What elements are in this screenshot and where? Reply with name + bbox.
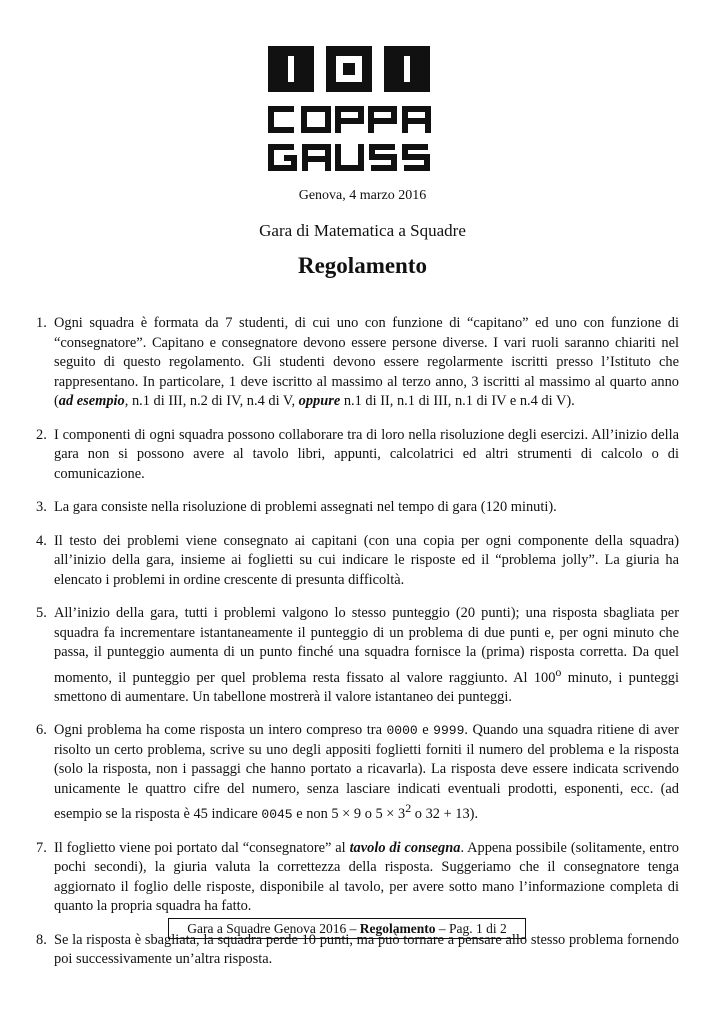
rule-emphasis: tavolo di consegna [349,839,461,856]
rules-list [36,314,679,984]
coppa-gauss-logo [264,40,436,180]
rule-item [36,721,679,824]
rule-text: e [417,722,434,739]
rule-number: 3. [36,499,47,515]
rule-text: o 32 + 13). [411,806,479,823]
rule-text: e non 5 × 9 o 5 × 3 [292,806,406,823]
rule-number: 1. [36,315,47,331]
rule-text: . Appena possibile (solitamente, entro pochi secondi), la giuria valuta la correttezza della risposta. Suggeriamo che il consegnatore tenga aggiornato il foglio delle risposte, disponibile al tavolo, per avere sotto mano l’informazione completa di quanto la propria squadra ha fatto. [54,839,679,915]
rule-emphasis: ad esempio [58,393,125,409]
rule-text: , n.1 di III, n.2 di IV, n.4 di V, [124,393,299,409]
rule-item [36,314,679,412]
rule-item [36,532,679,591]
rule-text: . Quando una squadra ritiene di aver risolto un certo problema, scrive su uno degli appositi foglietti forniti il numero del problema e la risposta (solo la risposta, non i passaggi che hanno portato a ricavarla). La risposta deve essere indicata scrivendo unicamente le quattro cifre del numero, senza lasciare indicati eventuali prodotti, esponenti, ecc. (ad esempio se la risposta è 45 indicare [54,722,679,823]
rule-item [36,604,679,707]
rule-code: 0000 [386,723,418,739]
competition-subtitle: Gara di Matematica a Squadre [259,221,466,240]
rule-number: 2. [36,426,47,443]
rule-text: Se la risposta è sbagliata, la squadra perde 10 punti, ma può tornare a pensare allo stesso problema fornendo poi successivamente un’altra risposta. [54,931,679,968]
rule-number: 6. [36,722,47,739]
rule-emphasis: oppure [298,393,341,409]
page-footer [168,918,526,939]
rule-code: 9999 [433,723,465,739]
rule-item [36,839,679,917]
rule-text: Il foglietto viene poi portato dal “consegnatore” al [54,839,350,856]
rule-text: La gara consiste nella risoluzione di problemi assegnati nel tempo di gara (120 minuti). [54,499,557,515]
rule-text: Il testo dei problemi viene consegnato ai capitani (con una copia per ogni componente della squadra) all’inizio della gara, insieme ai foglietti su cui indicare le risposte ed il “problema jolly”. La giuria ha elencato i problemi in ordine crescente di presunta difficoltà. [54,532,679,588]
footer-left: Gara a Squadre Genova 2016 – [187,921,360,936]
rule-code: 0045 [261,807,293,823]
rule-text: Ogni problema ha come risposta un intero compreso tra [54,722,387,739]
page-title: Regolamento [297,253,428,278]
rule-superscript: o [555,664,562,679]
rule-text: minuto, i punteggi smettono di aumentare. Un tabellone mostrerà il valore istantaneo dei punteggi. [54,669,680,705]
date-line: Genova, 4 marzo 2016 [298,188,427,203]
rule-number: 4. [36,532,47,549]
rule-item [36,498,679,518]
rule-text: I componenti di ogni squadra possono collaborare tra di loro nella risoluzione degli esercizi. All’inizio della gara non si possono avere al tavolo libri, appunti, calcolatrici ed altri strumenti di calcolo o di comunicazione. [54,426,679,482]
rule-number: 5. [36,605,47,621]
rule-number: 8. [36,931,47,948]
rule-item [36,426,679,485]
footer-bold: Regolamento [359,921,436,936]
rule-text: n.1 di II, n.1 di III, n.1 di IV e n.4 di V). [340,393,575,409]
footer-right: – Pag. 1 di 2 [435,921,507,936]
rule-superscript: 2 [405,801,412,816]
rule-text: All’inizio della gara, tutti i problemi valgono lo stesso punteggio (20 punti); una risposta sbagliata per squadra fa incrementare istantaneamente il punteggio di un problema di due punti e, per ogni minuto che passa, il punteggio aumenta di un punto finché una squadra fornisce la (prima) risposta corretta. Da quel momento, il punteggio per quel problema resta fissato al valore raggiunto. Al 100 [54,605,679,686]
rule-number: 7. [36,839,47,856]
rule-text: Ogni squadra è formata da 7 studenti, di cui uno con funzione di “capitano” ed uno con funzione di “consegnatore”. Capitano e consegnatore devono essere persone diverse. I vari ruoli saranno chiariti nel seguito di questo regolamento. Gli studenti devono essere regolarmente iscritti presso l’Istituto che rappresentano. In particolare, 1 deve iscritto al massimo al terzo anno, 3 iscritti al massimo al quarto anno ( [54,315,679,409]
